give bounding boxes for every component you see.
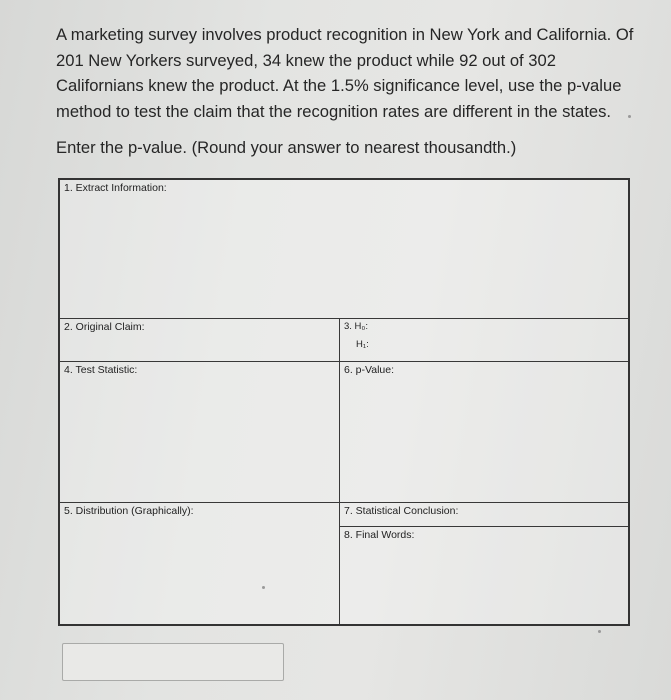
speck-decoration (598, 630, 601, 633)
final-words-label: 8. Final Words: (344, 529, 415, 541)
answer-prompt: Enter the p-value. (Round your answer to nearest thousandth.) (56, 138, 517, 157)
hypothesis-test-worksheet (58, 178, 630, 626)
original-claim-label: 2. Original Claim: (64, 321, 145, 333)
null-hypothesis-label: 3. H₀: (344, 321, 369, 332)
distribution-label: 5. Distribution (Graphically): (64, 505, 194, 517)
test-statistic-cell (60, 362, 340, 503)
extract-information-label: 1. Extract Information: (64, 182, 167, 194)
final-words-cell (340, 527, 628, 624)
p-value-cell (340, 362, 628, 503)
question-line: 201 New Yorkers surveyed, 34 knew the product while 92 out of 302 (56, 50, 556, 70)
p-value-label: 6. p-Value: (344, 364, 395, 376)
test-statistic-label: 4. Test Statistic: (64, 364, 138, 376)
statistical-conclusion-label: 7. Statistical Conclusion: (344, 505, 459, 517)
hypotheses-cell (340, 319, 628, 362)
original-claim-cell (60, 319, 340, 362)
distribution-cell (60, 503, 340, 624)
question-line: method to test the claim that the recognition rates are different in the states. (56, 101, 611, 121)
alternative-hypothesis-label: H₁: (356, 339, 369, 350)
question-text (56, 22, 656, 124)
p-value-input[interactable] (63, 644, 283, 680)
speck-decoration (628, 115, 631, 118)
speck-decoration (262, 586, 265, 589)
question-line: Californians knew the product. At the 1.5% significance level, use the p-value (56, 76, 622, 95)
statistical-conclusion-cell (340, 503, 628, 527)
extract-information-cell (60, 180, 628, 319)
question-line: A marketing survey involves product recognition in New York and California. Of (56, 25, 634, 44)
p-value-answer-box[interactable] (62, 643, 284, 681)
